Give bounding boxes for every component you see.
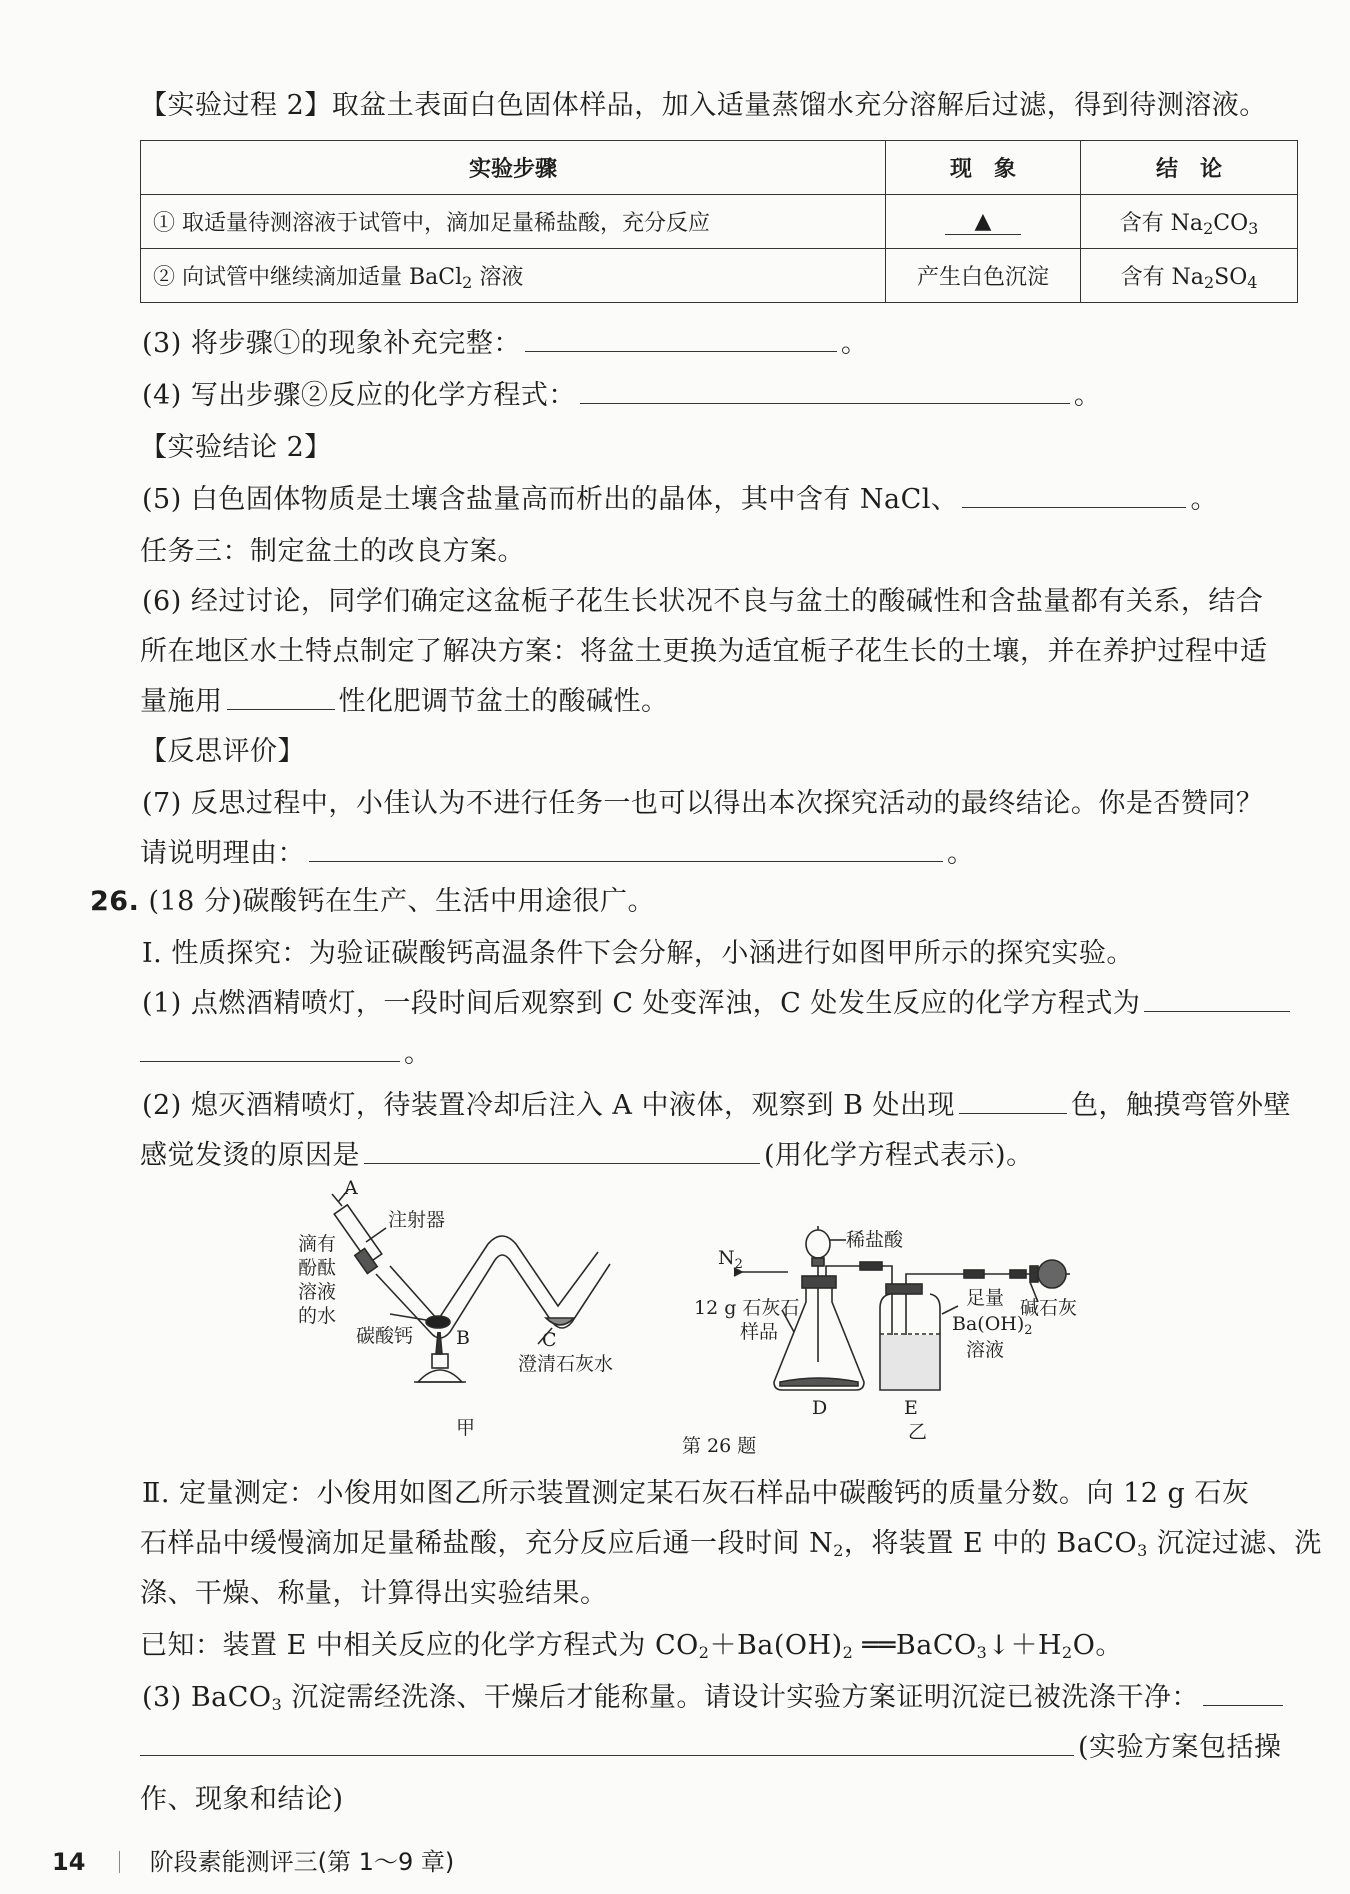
label-syringe: 注射器 [388,1209,446,1231]
triangle-icon: ▲ [945,209,1022,235]
syringe-icon [332,1190,382,1273]
answer-blank[interactable] [140,1037,400,1062]
figure-caption: 第 26 题 [682,1435,757,1457]
label-sample-1: 12 g 石灰石 [694,1297,800,1319]
answer-blank[interactable] [227,685,335,710]
conclusion2-heading: 【实验结论 2】 [140,432,332,463]
label-E: E [904,1397,918,1419]
answer-blank[interactable] [1144,987,1290,1012]
answer-blank[interactable] [962,483,1186,508]
label-C: C [542,1329,557,1351]
experiment-table [140,140,1298,303]
label-liquid-2: 酚酞 [298,1257,337,1279]
exp2-intro: 【实验过程 2】取盆土表面白色固体样品，加入适量蒸馏水充分溶解后过滤，得到待测溶液。 [140,90,1267,121]
conical-flask-D [774,1276,864,1390]
question-6-line1: (6) 经过讨论，同学们确定这盆栀子花生长状况不良与盆土的酸碱性和含盐量都有关系，结合 [142,586,1264,617]
row1-step: ① 取适量待测溶液于试管中，滴加足量稀盐酸，充分反应 [141,195,886,249]
calcium-carbonate-sample [426,1316,450,1328]
q26-3-line2: (实验方案包括操 [140,1730,1282,1766]
row1-phenomenon [886,195,1081,249]
answer-blank[interactable] [959,1089,1067,1114]
question-4: (4) 写出步骤②反应的化学方程式： 。 [142,380,1102,411]
page-footer [52,1842,454,1877]
answer-blank[interactable] [525,327,837,352]
part2-line1: Ⅱ. 定量测定：小俊用如图乙所示装置测定某石灰石样品中碳酸钙的质量分数。向 12 g 石灰 [142,1478,1250,1509]
answer-blank[interactable] [309,837,943,862]
wash-bottle-E [880,1284,940,1390]
label-baoh-1: 足量 [966,1287,1005,1309]
label-liquid-3: 溶液 [298,1281,337,1303]
question-3: (3) 将步骤①的现象补充完整： 。 [142,328,869,359]
limestone-sample [780,1378,858,1386]
label-liquid-1: 滴有 [298,1233,337,1255]
experiment-figure [290,1177,1078,1457]
q26-2-line2: 感觉发烫的原因是 (用化学方程式表示)。 [140,1140,1034,1171]
label-yi: 乙 [908,1421,928,1443]
table-row [141,249,1298,303]
label-baoh-2: $Ba(OH)_2$ [952,1313,1033,1338]
q26-3-line1: (3) BaCO$_3$ 沉淀需经洗涤、干燥后才能称量。请设计实验方案证明沉淀已被洗涤干净： [142,1680,1287,1716]
label-B: B [456,1327,470,1349]
question-7-line1: (7) 反思过程中，小佳认为不进行任务一也可以得出本次探究活动的最终结论。你是否赞同？ [142,788,1264,819]
page-number: 14 [52,1848,86,1876]
label-N2: $N_2$ [718,1247,743,1272]
footer-divider [119,1851,120,1873]
reflection-heading: 【反思评价】 [140,736,305,767]
header-conclusion: 结 论 [1081,141,1298,195]
answer-blank[interactable] [1203,1681,1283,1706]
q26-1-line1: (1) 点燃酒精喷灯，一段时间后观察到 C 处变浑浊，C 处发生反应的化学方程式为 [142,986,1294,1022]
separatory-funnel-icon [806,1226,830,1362]
answer-blank[interactable] [140,1731,1074,1756]
task3-heading: 任务三：制定盆土的改良方案。 [140,536,525,567]
question-7-line2: 请说明理由： 。 [140,838,975,869]
row2-phenomenon: 产生白色沉淀 [886,249,1081,303]
answer-blank[interactable] [364,1139,760,1164]
label-caco3: 碳酸钙 [356,1325,414,1347]
header-step: 实验步骤 [141,141,886,195]
label-limewater: 澄清石灰水 [518,1353,614,1375]
question-26-title: 26. (18 分)碳酸钙在生产、生活中用途很广。 [90,886,655,917]
question-6-line3: 量施用 性化肥调节盆土的酸碱性。 [140,686,669,717]
q26-2-line1: (2) 熄灭酒精喷灯，待装置冷却后注入 A 中液体，观察到 B 处出现 色，触摸弯管外壁 [142,1090,1291,1121]
label-sodalime: 碱石灰 [1020,1297,1078,1319]
q26-1-line2: 。 [140,1036,432,1072]
bent-tube-outer [390,1236,598,1320]
footer-title: 阶段素能测评三(第 1～9 章) [149,1848,455,1876]
row2-conclusion: 含有 $Na_2SO_4$ [1081,249,1298,303]
question-5: (5) 白色固体物质是土壤含盐量高而析出的晶体，其中含有 NaCl、 。 [142,484,1218,515]
row1-conclusion: 含有 $Na_2CO_3$ [1081,195,1298,249]
label-jia: 甲 [456,1417,476,1439]
label-sample-2: 样品 [740,1321,779,1343]
table-row [141,195,1298,249]
part2-line3: 涤、干燥、称量，计算得出实验结果。 [140,1578,608,1609]
label-A: A [344,1177,358,1199]
row2-step: ② 向试管中继续滴加适量 BaCl$_2$ 溶液 [141,249,886,303]
question-6-line2: 所在地区水土特点制定了解决方案：将盆土更换为适宜栀子花生长的土壤，并在养护过程中适 [140,636,1268,667]
label-D: D [812,1397,828,1419]
known-equation: 已知：装置 E 中相关反应的化学方程式为 $CO_2+Ba(OH)_2$ $══BaCO_3↓+H_2O$。 [140,1630,1123,1662]
answer-blank[interactable] [580,379,1070,404]
part2-line2: 石样品中缓慢滴加足量稀盐酸，充分反应后通一段时间 $N_2$，将装置 E 中的 BaCO$_3$ 沉淀过滤、洗 [140,1528,1322,1560]
label-baoh-3: 溶液 [966,1339,1005,1361]
soda-lime-tube-icon [984,1260,1070,1288]
part1-intro: Ⅰ. 性质探究：为验证碳酸钙高温条件下会分解，小涵进行如图甲所示的探究实验。 [142,938,1134,969]
header-phenomenon: 现 象 [886,141,1081,195]
label-hcl: 稀盐酸 [846,1229,904,1251]
label-liquid-4: 的水 [298,1305,337,1327]
q26-3-line3: 作、现象和结论) [140,1784,344,1815]
